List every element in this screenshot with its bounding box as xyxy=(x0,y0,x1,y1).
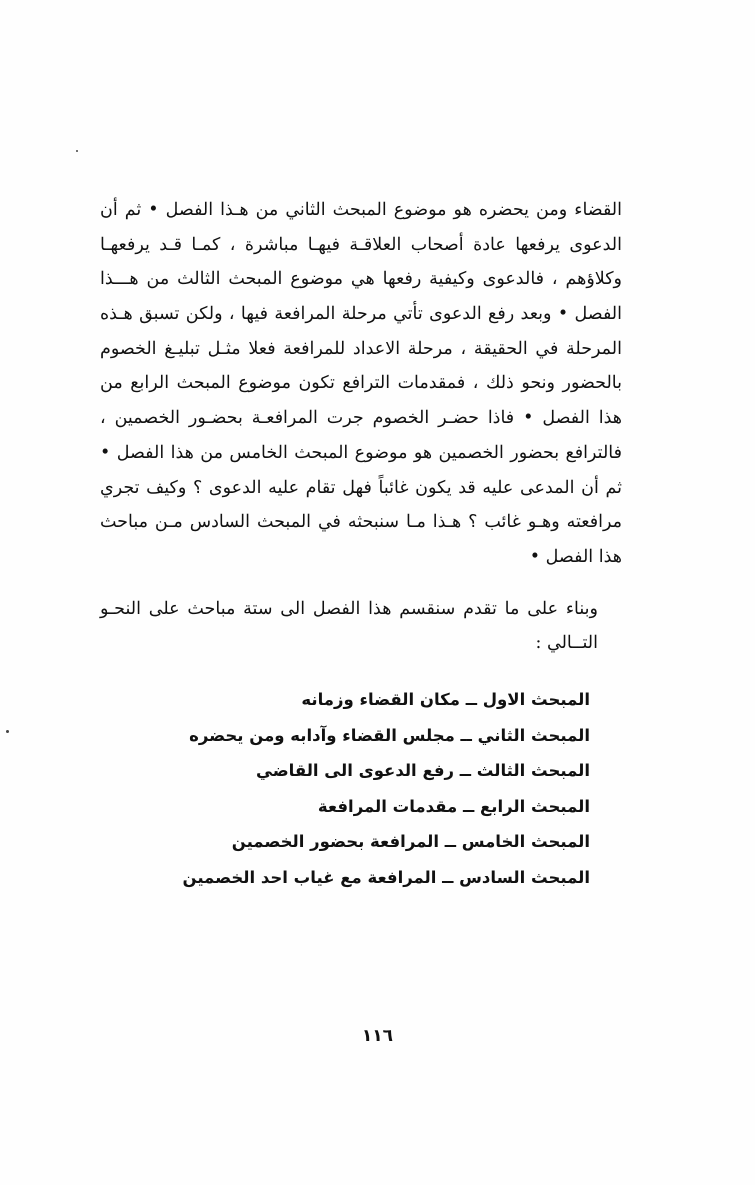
body-paragraph xyxy=(100,193,622,575)
paragraph-line: بالحضور ونحو ذلك ، فمقدمات الترافع تكون موضوع المبحث الرابع من xyxy=(100,373,622,394)
paragraph-line: المرحلة في الحقيقة ، مرحلة الاعداد للمرافعة فعلا مثـل تبليـغ الخصوم xyxy=(100,338,622,359)
paragraph-line: فالترافع بحضور الخصمين هو موضوع المبحث الخامس من هذا الفصل • xyxy=(100,442,622,463)
scan-speck xyxy=(76,150,78,152)
section-item: المبحث السادس ــ المرافعة مع غياب احد الخصمين xyxy=(182,867,590,887)
section-item: المبحث الاول ــ مكان القضاء وزمانه xyxy=(301,690,590,709)
section-item: المبحث الرابع ــ مقدمات المرافعة xyxy=(317,796,590,816)
paragraph-line: الدعوى يرفعها عادة أصحاب العلاقـة فيهـا مباشرة ، كمـا قـد يرفعهـا xyxy=(100,234,622,255)
intro-line: وبناء على ما تقدم سنقسم هذا الفصل الى ستة مباحث على النحـو xyxy=(100,599,598,619)
section-item: المبحث الخامس ــ المرافعة بحضور الخصمين xyxy=(231,832,590,851)
paragraph-line: هذا الفصل • فاذا حضـر الخصوم جرت المرافعـة بحضـور الخصمين ، xyxy=(100,408,622,429)
section-list xyxy=(150,682,590,895)
paragraph-line: الفصل • وبعد رفع الدعوى تأتي مرحلة المرافعة فيها ، ولكن تسبق هـذه xyxy=(100,304,622,325)
intro-line: التــالي : xyxy=(535,633,598,653)
section-item: المبحث الثاني ــ مجلس القضاء وآدابه ومن يحضره xyxy=(189,725,590,745)
intro-paragraph xyxy=(100,592,598,660)
scan-speck xyxy=(6,730,9,733)
page-number: ١١٦ xyxy=(361,1026,394,1046)
paragraph-line: هذا الفصل • xyxy=(529,546,622,567)
section-item: المبحث الثالث ــ رفع الدعوى الى القاضي xyxy=(256,761,590,780)
paragraph-line: وكلاؤهم ، فالدعوى وكيفية رفعها هي موضوع المبحث الثالث من هـــذا xyxy=(100,269,622,290)
paragraph-line: القضاء ومن يحضره هو موضوع المبحث الثاني من هـذا الفصل • ثم أن xyxy=(100,200,622,220)
paragraph-line: مرافعته وهـو غائب ؟ هـذا مـا سنبحثه في المبحث السادس مـن مباحث xyxy=(100,512,622,533)
paragraph-line: ثم أن المدعى عليه قد يكون غائباً فهل تقام عليه الدعوى ؟ وكيف تجري xyxy=(100,477,622,498)
